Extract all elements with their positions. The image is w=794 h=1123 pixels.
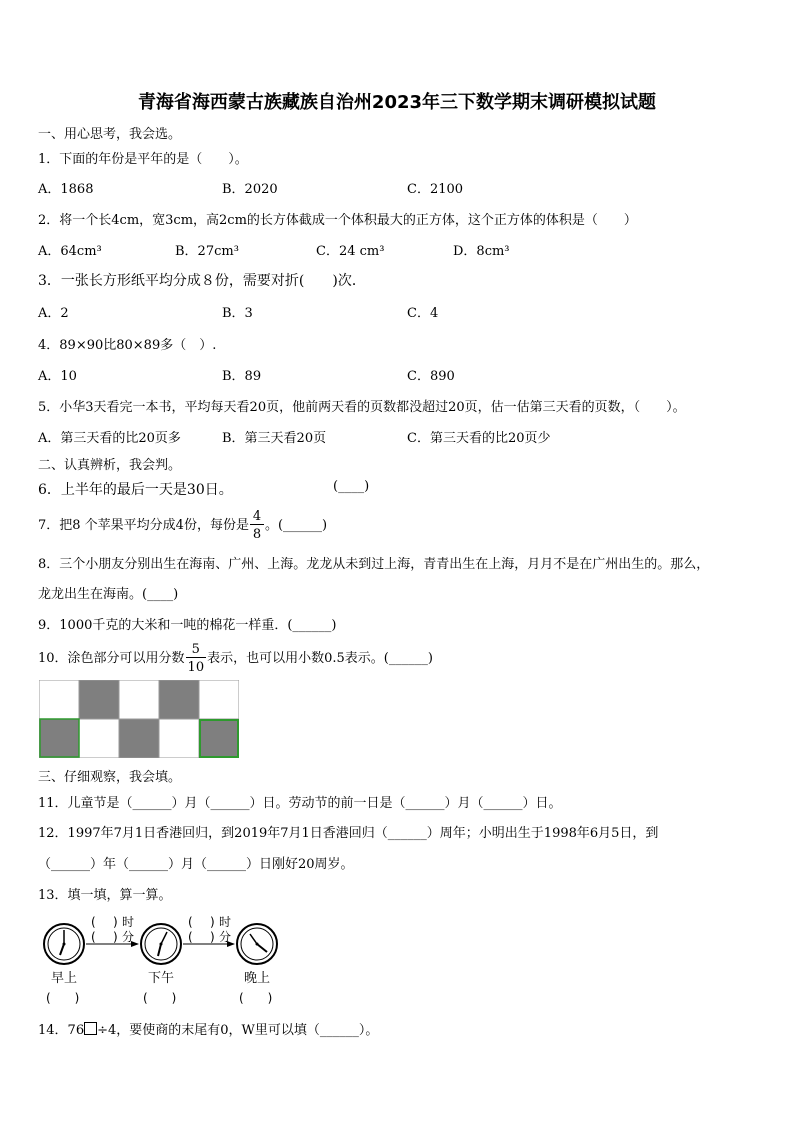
- blank-cell: [199, 680, 239, 719]
- q1-option-b[interactable]: B．2020: [222, 182, 278, 197]
- q10-shaded-grid: [39, 680, 239, 758]
- q13-hour-close-1: ): [113, 915, 118, 929]
- question-10-text: [38, 642, 433, 675]
- question-8-line-2: 龙龙出生在海南。(____): [38, 587, 179, 602]
- q13-hour-close-2: ): [210, 915, 215, 929]
- clock-morning-icon: [44, 924, 84, 964]
- question-6-text: 6．上半年的最后一天是30日。: [38, 482, 233, 498]
- q2-option-c[interactable]: C．24 cm³: [316, 244, 385, 259]
- shaded-cell: [199, 719, 239, 758]
- q2-option-d[interactable]: D．8cm³: [453, 244, 510, 259]
- q2-option-a[interactable]: A．64cm³: [38, 244, 102, 259]
- question-5-text: 5．小华3天看完一本书，平均每天看20页，他前两天看的页数都没超过20页，估一估第三天看的页数，（ ）。: [38, 400, 686, 415]
- question-13-text: 13．填一填，算一算。: [38, 888, 172, 903]
- q7-suffix: 。(______): [264, 518, 328, 533]
- q3-option-c[interactable]: C．4: [407, 306, 439, 321]
- question-8-line-1: 8．三个小朋友分别出生在海南、广州、上海。龙龙从未到过上海，青青出生在上海，月月不是在广州出生的。那么，: [38, 557, 710, 572]
- q13-minute-open-1: (: [91, 930, 96, 944]
- q1-option-a[interactable]: A．1868: [38, 182, 94, 197]
- q4-option-c[interactable]: C．890: [407, 369, 455, 384]
- digit-box-icon: [84, 1022, 97, 1035]
- q3-option-b[interactable]: B．3: [222, 306, 253, 321]
- blank-cell: [159, 719, 199, 758]
- blank-cell: [119, 680, 159, 719]
- question-4-text: 4．89×90比80×89多（ ）.: [38, 338, 217, 353]
- q10-suffix: 表示，也可以用小数0.5表示。(______): [207, 651, 433, 666]
- clock-evening-icon: [237, 924, 277, 964]
- q5-option-c[interactable]: C．第三天看的比20页少: [407, 431, 551, 446]
- question-7-text: [38, 509, 327, 542]
- shaded-cell: [159, 680, 199, 719]
- q13-minute-label-1: 分: [122, 930, 135, 944]
- question-12-line-2: （______）年（______）月（______）日刚好20周岁。: [38, 857, 354, 872]
- blank-cell: [39, 680, 79, 719]
- q7-prefix: 7．把8 个苹果平均分成4份，每份是: [38, 518, 249, 533]
- question-12-line-1: 12．1997年7月1日香港回归，到2019年7月1日香港回归（______）周年；小明出生于1998年6月5日，到: [38, 826, 659, 841]
- q13-minute-open-2: (: [188, 930, 193, 944]
- q10-numerator: 5: [191, 642, 200, 657]
- q13-hour-label-1: 时: [122, 915, 135, 929]
- q13-label-evening: 晚上: [244, 971, 271, 986]
- question-3-text: 3．一张长方形纸平均分成８份，需要对折( )次．: [38, 273, 366, 289]
- q13-minute-close-2: ): [210, 930, 215, 944]
- q2-option-b[interactable]: B．27cm³: [175, 244, 239, 259]
- q13-clock-diagram: [38, 912, 288, 1012]
- question-11-text: 11．儿童节是（______）月（______）日。劳动节的前一日是（______）月（______）日。: [38, 796, 562, 811]
- section-heading-1: 一、用心思考，我会选。: [38, 127, 182, 142]
- blank-cell: [79, 719, 119, 758]
- shaded-cell: [79, 680, 119, 719]
- q5-option-b[interactable]: B．第三天看20页: [222, 431, 327, 446]
- q13-minute-close-1: ): [113, 930, 118, 944]
- q7-denominator: 8: [252, 527, 262, 542]
- q13-label-afternoon: 下午: [148, 971, 175, 986]
- q4-option-a[interactable]: A．10: [38, 369, 77, 384]
- question-14-text: [38, 1019, 378, 1038]
- question-1-text: 1．下面的年份是平年的是（ ）。: [38, 152, 248, 167]
- q13-hour-open-1: (: [91, 915, 96, 929]
- section-heading-2: 二、认真辨析，我会判。: [38, 458, 182, 473]
- q14-suffix: ÷4，要使商的末尾有0，W里可以填（______）。: [97, 1023, 379, 1038]
- q13-minute-label-2: 分: [219, 930, 232, 944]
- q13-answer-blank-1: ( ): [46, 991, 80, 1005]
- clock-afternoon-icon: [141, 924, 181, 964]
- q7-numerator: 4: [252, 509, 262, 524]
- question-9-text: 9．1000千克的大米和一吨的棉花一样重．(______): [38, 618, 337, 633]
- q3-option-a[interactable]: A．2: [38, 306, 69, 321]
- section-heading-3: 三、仔细观察，我会填。: [38, 770, 182, 785]
- question-2-text: 2．将一个长4cm，宽3cm，高2cm的长方体截成一个体积最大的正方体，这个正方体的体积是（ ）: [38, 213, 637, 228]
- shaded-cell: [39, 719, 79, 758]
- q10-prefix: 10．涂色部分可以用分数: [38, 651, 185, 666]
- q13-hour-open-2: (: [188, 915, 193, 929]
- q14-prefix: 14．76: [38, 1023, 85, 1038]
- page-title: 青海省海西蒙古族藏族自治州2023年三下数学期末调研模拟试题: [137, 92, 657, 113]
- q13-label-morning: 早上: [51, 971, 78, 986]
- q5-option-a[interactable]: A．第三天看的比20页多: [38, 431, 181, 446]
- q6-answer-blank[interactable]: (____): [333, 479, 370, 494]
- q10-fraction: [187, 642, 206, 675]
- q4-option-b[interactable]: B．89: [222, 369, 262, 384]
- q7-fraction: [251, 509, 263, 542]
- q13-answer-blank-3: ( ): [239, 991, 273, 1005]
- q10-denominator: 10: [187, 660, 205, 675]
- q1-option-c[interactable]: C．2100: [407, 182, 464, 197]
- shaded-cell: [119, 719, 159, 758]
- q13-answer-blank-2: ( ): [143, 991, 177, 1005]
- q13-hour-label-2: 时: [219, 915, 232, 929]
